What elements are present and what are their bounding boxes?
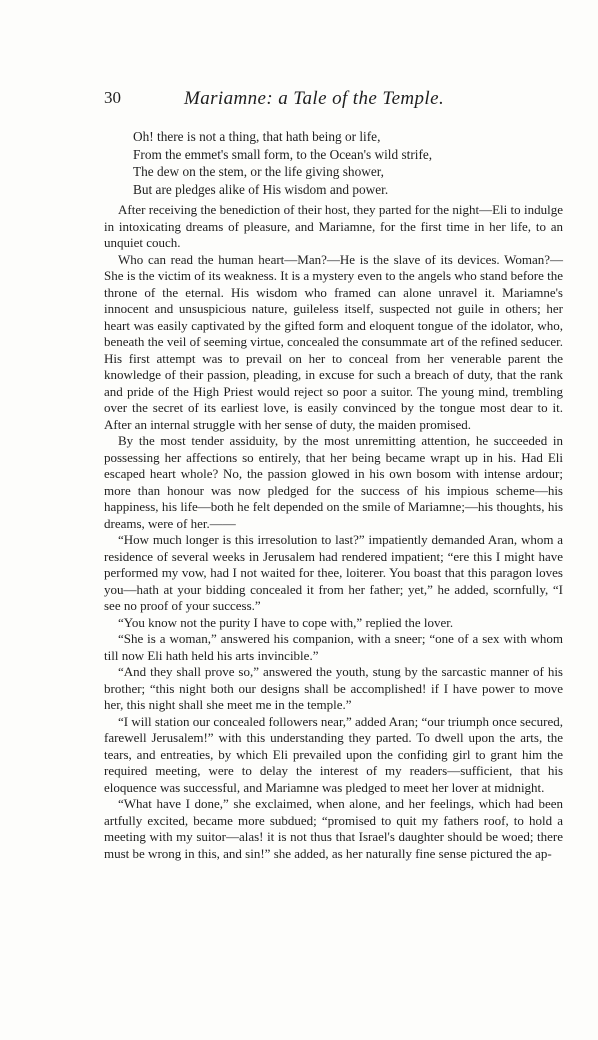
page-number: 30 <box>104 88 121 107</box>
poem-stanza <box>133 128 473 198</box>
paragraph: By the most tender assiduity, by the most unremitting attention, he succeeded in possessing her affections so entirely, that her being became wrapt up in his. Had Eli escaped heart whole? No, the passion glowed in his own bosom with intense ardour; more than honour was now pledged for the success of his impious scheme—his happiness, his life—both he felt depended on the smile of Mariamne;—his thoughts, his dreams, were of her.—— <box>104 433 563 531</box>
paragraph: “How much longer is this irresolution to last?” impatiently demanded Aran, whom a residence of several weeks in Jerusalem had rendered impatient; “ere this I might have performed my vow, had I not waited for thee, loiterer. You boast that this paragon loves you—hath at your bidding concealed it from her father; yet,” he added, scornfully, “I see no proof of your success.” <box>104 532 563 613</box>
poem-line: From the emmet's small form, to the Ocean's wild strife, <box>133 146 433 162</box>
page-header <box>104 88 476 116</box>
paragraph: Who can read the human heart—Man?—He is the slave of its devices. Woman?—She is the victim of its weakness. It is a mystery even to the angels who stand before the throne of the eternal. His wisdom who framed can alone unravel it. Mariamne's innocent and unsuspicious nature, guileless itself, suspected not guile in others; her heart was easily captivated by the gifted form and eloquent tongue of the idolator, who, beneath the veil of seeming virtue, concealed the consummate art of the refined seducer. His first attempt was to prevail on her to conceal from her venerable parent the knowledge of their passion, pleading, in excuse for such a breach of duty, that the rank and pride of the High Priest would reject so poor a suitor. The young mind, trembling over the secret of its earliest love, is easily convinced by the tongue most dear to it. After an internal struggle with her sense of duty, the maiden promised. <box>104 251 563 432</box>
paragraph: “And they shall prove so,” answered the youth, stung by the sarcastic manner of his brother; “this night both our designs shall be accomplished! if I have power to move her, this night shall she meet me in the temple.” <box>104 664 563 712</box>
poem-line: Oh! there is not a thing, that hath being or life, <box>133 129 381 144</box>
poem-line: The dew on the stem, or the life giving shower, <box>133 164 384 179</box>
paragraph: “She is a woman,” answered his companion, with a sneer; “one of a sex with whom till now Eli hath held his arts invincible.” <box>104 631 563 663</box>
body-text <box>104 202 563 862</box>
paragraph: “You know not the purity I have to cope with,” replied the lover. <box>118 614 454 630</box>
running-title: Mariamne: a Tale of the Temple. <box>184 88 445 109</box>
paragraph: “What have I done,” she exclaimed, when alone, and her feelings, which had been artfully excited, became more subdued; “promised to quit my fathers roof, to hold a meeting with my suitor—alas! it is not thus that Israel's daughter should be woed; there must be wrong in this, and sin!” she added, as her naturally fine sense pictured the ap- <box>104 796 563 861</box>
paragraph: After receiving the benediction of their host, they parted for the night—Eli to indulge in intoxicating dreams of pleasure, and Mariamne, for the first time in her life, to an unquiet couch. <box>104 202 563 250</box>
poem-line: But are pledges alike of His wisdom and power. <box>133 181 389 197</box>
paragraph: “I will station our concealed followers near,” added Aran; “our triumph once secured, farewell Jerusalem!” with this understanding they parted. To dwell upon the arts, the tears, and entreaties, by which Eli prevailed upon the confiding girl to grant him the required meeting, were to delay the interest of my readers—sufficient, that his eloquence was successful, and Mariamne was pledged to meet her lover at midnight. <box>104 713 563 795</box>
